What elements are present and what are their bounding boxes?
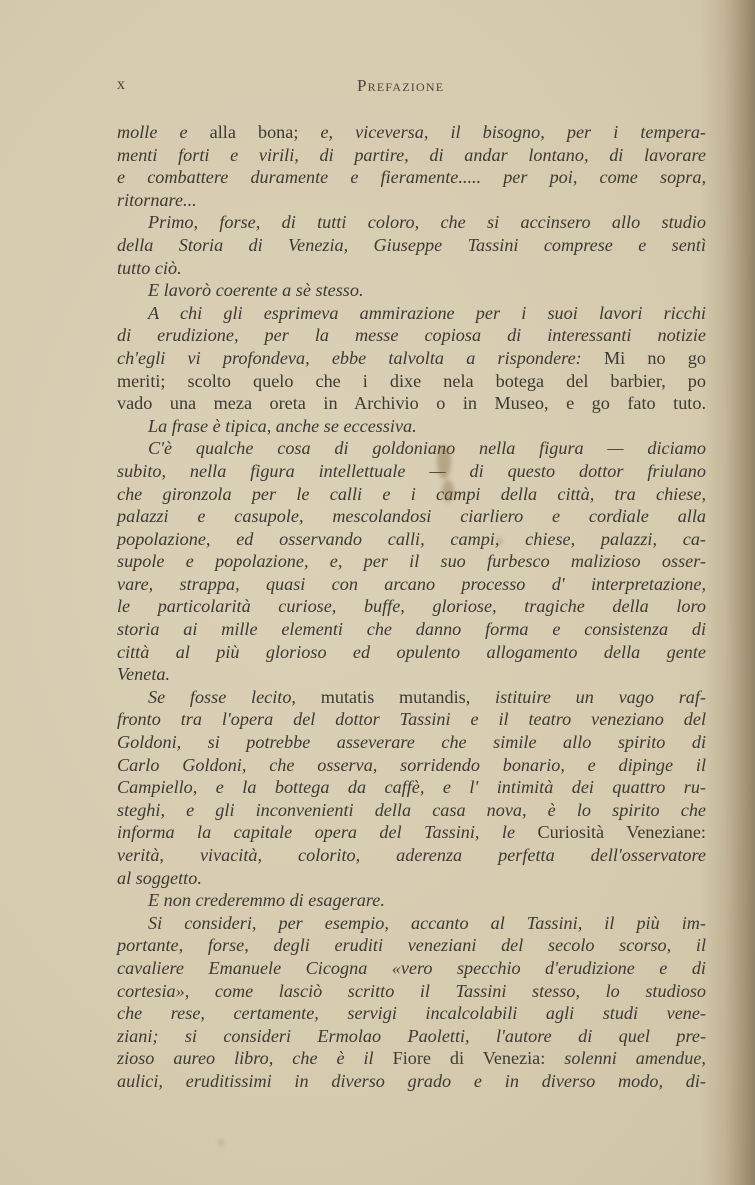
- italic-text: Se fosse lecito,: [148, 686, 321, 707]
- text-line: [117, 415, 706, 438]
- italic-text: vare, strappa, quasi con arcano processo d' interpretazione,: [117, 573, 706, 594]
- italic-text: Primo, forse, di tutti coloro, che si accinsero allo studio: [148, 212, 706, 233]
- italic-text: steghi, e gli inconvenienti della casa nova, è lo spirito che: [117, 799, 706, 820]
- text-line: [117, 641, 706, 664]
- italic-text: Carlo Goldoni, che osserva, sorridendo bonario, e dipinge il: [117, 754, 706, 775]
- italic-text: Campiello, e la bottega da caffè, e l' intimità dei quattro ru-: [117, 777, 706, 798]
- italic-text: al soggetto.: [117, 867, 202, 888]
- italic-text: ziani; si consideri Ermolao Paoletti, l'autore di quel pre-: [117, 1025, 706, 1046]
- body-text: [117, 121, 706, 1093]
- text-line: [117, 957, 706, 980]
- text-line: [117, 347, 706, 370]
- roman-text: mutatis mutandis,: [320, 686, 496, 707]
- italic-text: popolazione, ed osservando calli, campi, chiese, palazzi, ca-: [117, 528, 706, 549]
- text-line: [117, 166, 706, 189]
- italic-text: C'è qualche cosa di goldoniano nella figura — diciamo: [148, 438, 706, 459]
- italic-text: cortesia», come lasciò scritto il Tassini stesso, lo studioso: [117, 980, 706, 1001]
- text-line: [117, 144, 706, 167]
- text-line: [117, 279, 706, 302]
- text-line: [117, 1047, 706, 1070]
- text-line: [117, 799, 706, 822]
- italic-text: E lavorò coerente a sè stesso.: [148, 280, 364, 301]
- text-line: [117, 302, 706, 325]
- italic-text: della Storia di Venezia, Giuseppe Tassini comprese e sentì: [117, 234, 706, 255]
- italic-text: subito, nella figura intellettuale — di questo dottor friulano: [117, 460, 706, 481]
- text-line: [117, 618, 706, 641]
- italic-text: solenni amendue,: [564, 1048, 706, 1069]
- paper-stain: [497, 538, 502, 544]
- page-number: x: [117, 76, 126, 93]
- italic-text: e, viceversa, il bisogno, per i tempera-: [320, 122, 706, 142]
- text-line: [117, 573, 706, 596]
- paper-stain: [442, 480, 454, 502]
- italic-text: portante, forse, degli eruditi veneziani del secolo scorso, il: [117, 935, 706, 956]
- italic-text: palazzi e casupole, mescolandosi ciarliero e cordiale alla: [117, 506, 706, 527]
- text-line: [117, 889, 706, 912]
- text-line: [117, 912, 706, 935]
- italic-text: che gironzola per le calli e i campi della città, tra chiese,: [117, 483, 706, 504]
- italic-text: E non crederemmo di esagerare.: [148, 890, 385, 911]
- italic-text: di erudizione, per la messe copiosa di interessanti notizie: [117, 325, 706, 346]
- italic-text: città al più glorioso ed opulento allogamento della gente: [117, 641, 706, 662]
- text-line: [117, 821, 706, 844]
- italic-text: molle e: [117, 122, 210, 142]
- text-line: [117, 731, 706, 754]
- italic-text: menti forti e virili, di partire, di andar lontano, di lavorare: [117, 144, 706, 165]
- text-line: [117, 934, 706, 957]
- roman-text: meriti; scolto quelo che i dixe nela botega del barbier, po: [117, 370, 706, 391]
- text-line: [117, 686, 706, 709]
- roman-text: Mi no go: [603, 347, 706, 368]
- italic-text: Goldoni, si potrebbe asseverare che simile allo spirito di: [117, 732, 706, 753]
- italic-text: informa la capitale opera del Tassini, le: [117, 822, 538, 843]
- italic-text: aulici, eruditissimi in diverso grado e in diverso modo, di-: [117, 1070, 706, 1091]
- roman-text: Curiosità Veneziane:: [537, 822, 706, 843]
- italic-text: A chi gli esprimeva ammirazione per i suoi lavori ricchi: [148, 302, 706, 323]
- running-head: Prefazione: [357, 76, 445, 95]
- italic-text: tutto ciò.: [117, 257, 182, 278]
- text-line: [117, 1070, 706, 1093]
- text-line: [117, 460, 706, 483]
- text-line: [117, 392, 706, 415]
- roman-text: Fiore di Venezia:: [392, 1048, 565, 1069]
- text-line: [117, 257, 706, 280]
- italic-text: zioso aureo libro, che è il: [117, 1048, 393, 1069]
- text-line: [117, 844, 706, 867]
- italic-text: storia ai mille elementi che danno forma e consistenza di: [117, 619, 706, 640]
- page-header: [117, 76, 706, 100]
- text-line: [117, 776, 706, 799]
- roman-text: alla bona;: [209, 122, 321, 142]
- italic-text: ritornare...: [117, 189, 197, 210]
- text-line: [117, 121, 706, 144]
- text-line: [117, 528, 706, 551]
- italic-text: La frase è tipica, anche se eccessiva.: [148, 415, 417, 436]
- italic-text: verità, vivacità, colorito, aderenza perfetta dell'osservatore: [117, 845, 706, 865]
- italic-text: Veneta.: [117, 664, 171, 685]
- text-line: [117, 324, 706, 347]
- italic-text: cavaliere Emanuele Cicogna «vero specchio d'erudizione e di: [117, 957, 706, 978]
- text-line: [117, 867, 706, 890]
- text-line: [117, 505, 706, 528]
- paper-stain: [437, 445, 451, 479]
- text-line: [117, 234, 706, 257]
- text-line: [117, 708, 706, 731]
- text-line: [117, 550, 706, 573]
- italic-text: ch'egli vi profondeva, ebbe talvolta a rispondere:: [117, 347, 604, 368]
- text-line: [117, 663, 706, 686]
- text-line: [117, 370, 706, 393]
- text-line: [117, 1025, 706, 1048]
- text-line: [117, 595, 706, 618]
- italic-text: istituire un vago raf-: [495, 686, 706, 707]
- italic-text: e combattere duramente e fieramente..... per poi, come sopra,: [117, 167, 706, 188]
- text-line: [117, 483, 706, 506]
- text-line: [117, 1002, 706, 1025]
- roman-text: vado una meza oreta in Archivio o in Museo, e go fato tuto.: [117, 393, 706, 414]
- text-line: [117, 980, 706, 1003]
- text-line: [117, 189, 706, 212]
- italic-text: fronto tra l'opera del dottor Tassini e il teatro veneziano del: [117, 709, 706, 730]
- paper-stain: [219, 1140, 223, 1145]
- text-line: [117, 437, 706, 460]
- italic-text: Si consideri, per esempio, accanto al Tassini, il più im-: [148, 912, 706, 933]
- italic-text: che rese, certamente, servigi incalcolabili agli studi vene-: [117, 1003, 706, 1024]
- text-line: [117, 754, 706, 777]
- italic-text: le particolarità curiose, buffe, gloriose, tragiche della loro: [117, 596, 706, 617]
- italic-text: supole e popolazione, e, per il suo furbesco malizioso osser-: [117, 551, 706, 572]
- text-line: [117, 211, 706, 234]
